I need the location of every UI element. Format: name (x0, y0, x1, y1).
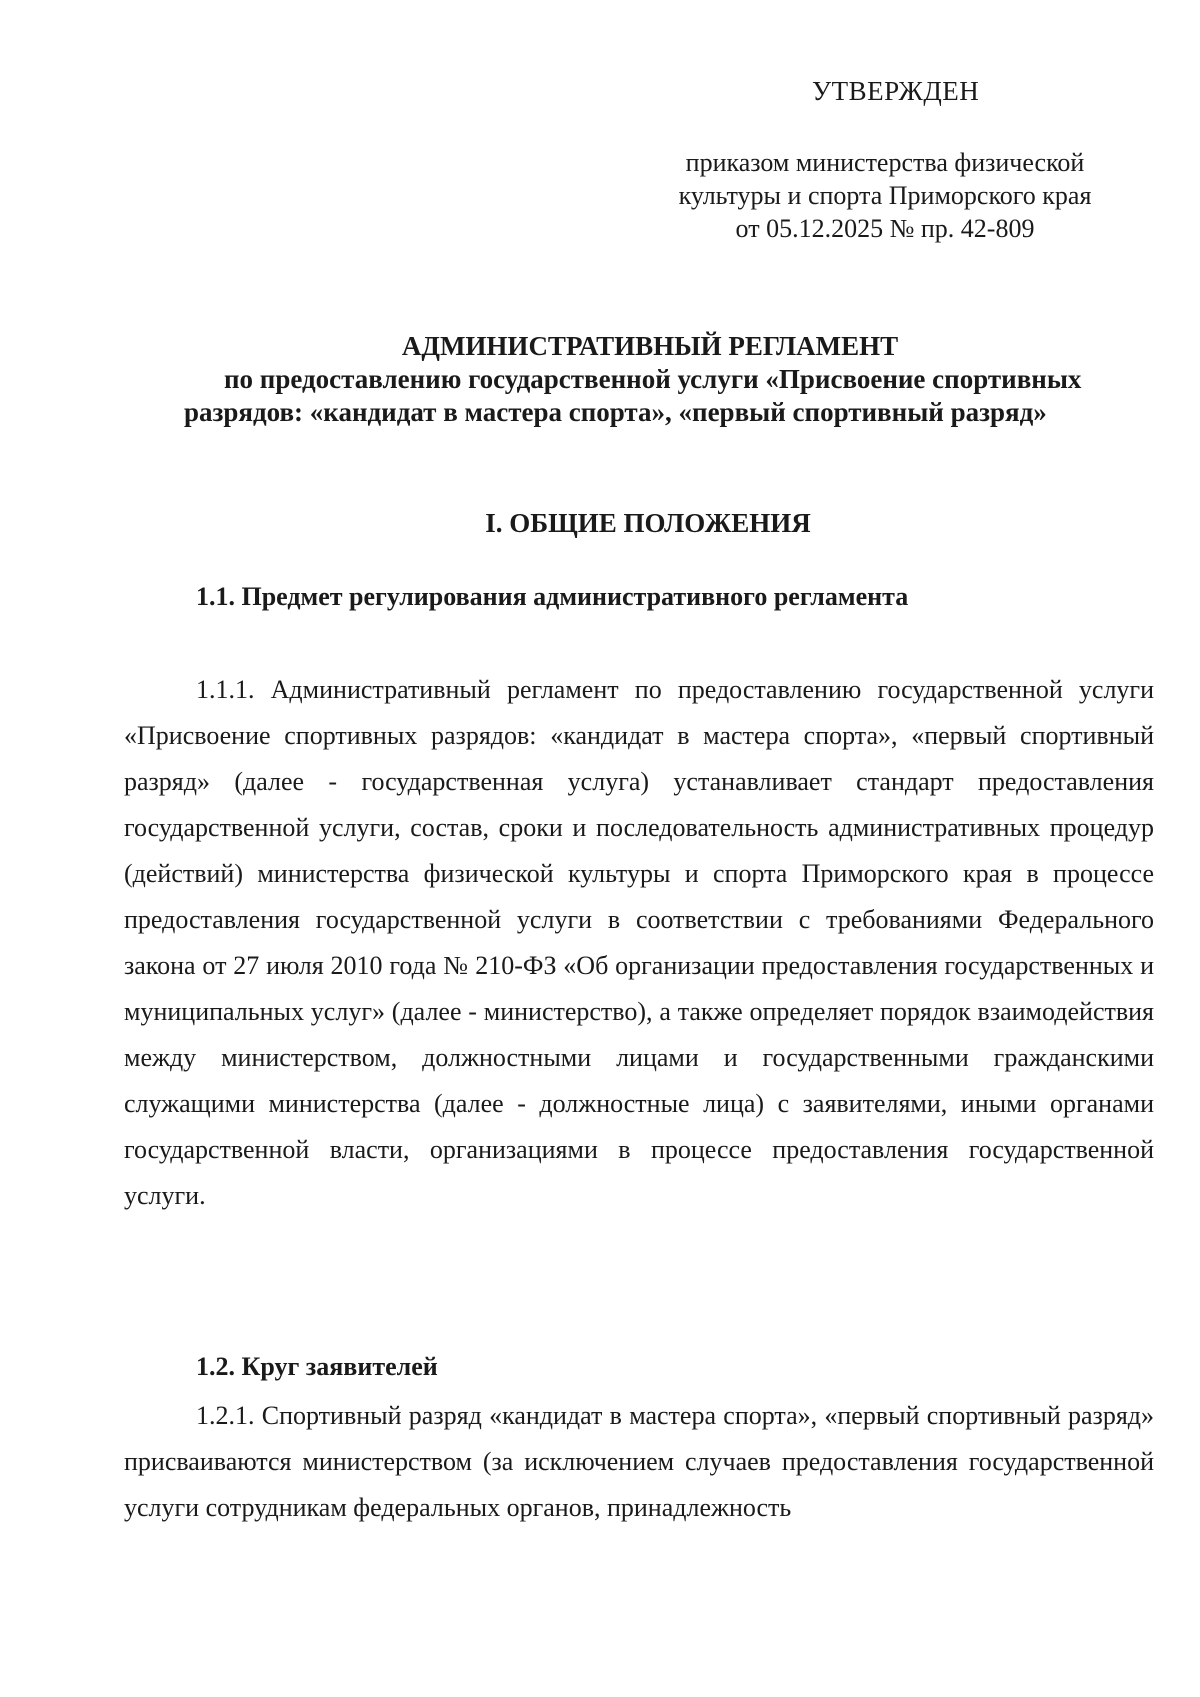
subsection-title: 1.1. Предмет регулирования административного регламента (196, 582, 909, 611)
approval-title: УТВЕРЖДЕН (812, 76, 980, 106)
document-heading (120, 330, 1160, 429)
paragraph-1-1-1: 1.1.1. Административный регламент по предоставлению государственной услуги «Присвоение спортивных разрядов: «кандидат в мастера спорта», «первый спортивный разряд» (далее - государственная услуга) устанавливает стандарт предоставления государственной услуги, состав, сроки и последовательность административных процедур (действий) министерства физической культуры и спорта Приморского края в процессе предоставления государственной услуги в соответствии с требованиями Федерального закона от 27 июля 2010 года № 210-ФЗ «Об организации предоставления государственных и муниципальных услуг» (далее - министерство), а также определяет порядок взаимодействия между министерством, должностными лицами и государственными гражданскими служащими министерства (далее - должностные лица) с заявителями, иными органами государственной власти, организациями в процессе предоставления государственной услуги. (124, 675, 1154, 1210)
approval-line: приказом министерства физической (685, 148, 1085, 177)
document-subtitle-line: разрядов: «кандидат в мастера спорта», «первый спортивный разряд» (184, 397, 1047, 427)
section-title: I. ОБЩИЕ ПОЛОЖЕНИЯ (485, 508, 811, 538)
approval-line: культуры и спорта Приморского края (678, 181, 1092, 210)
paragraph-1-2-1: 1.2.1. Спортивный разряд «кандидат в мастера спорта», «первый спортивный разряд» присваиваются министерством (за исключением случаев предоставления государственной услуги сотрудникам федеральных органов, принадлежность (124, 1401, 1154, 1522)
document-title: АДМИНИСТРАТИВНЫЙ РЕГЛАМЕНТ (401, 331, 899, 361)
subsection-title: 1.2. Круг заявителей (196, 1352, 438, 1381)
approval-line: от 05.12.2025 № пр. 42-809 (735, 214, 1035, 243)
document-subtitle-line: по предоставлению государственной услуги «Присвоение спортивных (224, 364, 1082, 394)
approval-block (640, 146, 1130, 245)
